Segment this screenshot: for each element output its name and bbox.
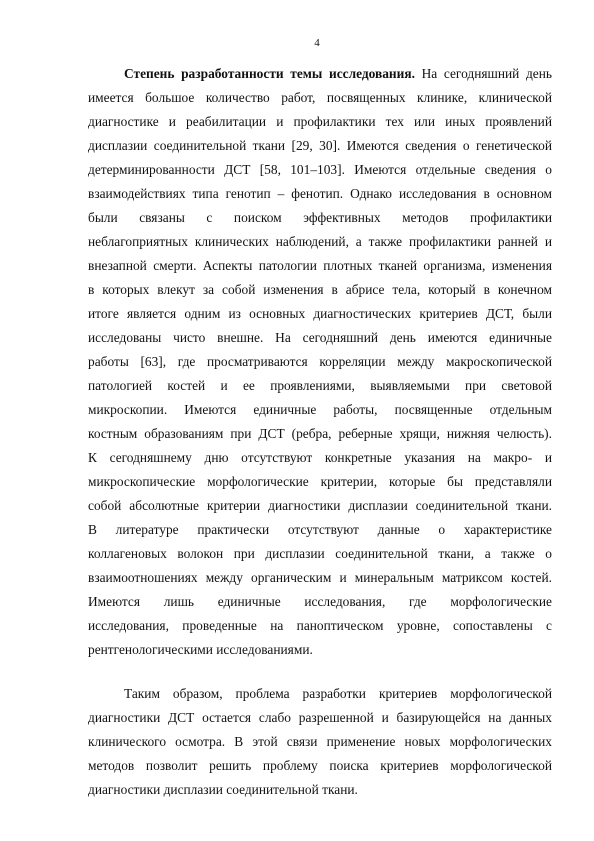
paragraph-line: диагностике и реабилитации и профилактики тех или иных проявлений: [88, 114, 552, 129]
paragraph-conclusion: [88, 682, 552, 802]
paragraph-line: [88, 62, 552, 86]
paragraph-line: методов позволит решить проблему поиска критериев морфологической: [88, 758, 552, 773]
paragraph-line: итоге является одним из основных диагностических критериев ДСТ, были: [88, 306, 552, 321]
paragraph-line: диагностики ДСТ остается слабо разрешенной и базирующейся на данных: [88, 710, 552, 725]
paragraph-line: исследования, проведенные на паноптическом уровне, сопоставлены с: [88, 618, 552, 633]
paragraph-line: собой абсолютные критерии диагностики дисплазии соединительной ткани.: [88, 498, 552, 513]
paragraph-line: взаимодействиях типа генотип – фенотип. Однако исследования в основном: [88, 186, 552, 201]
paragraph-line: работы [63], где просматриваются корреляции между макроскопической: [88, 354, 552, 369]
paragraph-lead-heading: Степень разработанности темы исследования.: [124, 66, 415, 81]
paragraph-line: были связаны с поиском эффективных методов профилактики: [88, 210, 552, 225]
paragraph-line: неблагоприятных клинических наблюдений, а также профилактики ранней и: [88, 234, 552, 249]
paragraph-research-development: [88, 62, 552, 662]
paragraph-line: К сегодняшнему дню отсутствуют конкретные указания на макро- и: [88, 450, 552, 465]
paragraph-line: костным образованиям при ДСТ (ребра, реберные хрящи, нижняя челюсть).: [88, 426, 552, 441]
paragraph-line: внезапной смерти. Аспекты патологии плотных тканей организма, изменения: [88, 258, 552, 273]
paragraph-line: имеется большое количество работ, посвященных клинике, клинической: [88, 90, 552, 105]
paragraph-line-text: На сегодняшний день: [414, 66, 552, 81]
paragraph-line: исследованы чисто внешне. На сегодняшний день имеются единичные: [88, 330, 552, 345]
paragraph-line: микроскопии. Имеются единичные работы, посвященные отдельным: [88, 402, 552, 417]
paragraph-line: Таким образом, проблема разработки критериев морфологической: [124, 686, 552, 701]
paragraph-line: в которых влекут за собой изменения в абрисе тела, который в конечном: [88, 282, 552, 297]
paragraph-line: детерминированности ДСТ [58, 101–103]. Имеются отдельные сведения о: [88, 162, 552, 177]
paragraph-line: клинического осмотра. В этой связи применение новых морфологических: [88, 734, 552, 749]
paragraph-line: Имеются лишь единичные исследования, где морфологические: [88, 594, 552, 609]
paragraph-line: микроскопические морфологические критерии, которые бы представляли: [88, 474, 552, 489]
paragraph-line: диагностики дисплазии соединительной ткани.: [88, 782, 358, 797]
paragraph-line: дисплазии соединительной ткани [29, 30]. Имеются сведения о генетической: [88, 138, 552, 153]
paragraph-line: коллагеновых волокон при дисплазии соединительной ткани, а также о: [88, 546, 552, 561]
paragraph-line: взаимоотношениях между органическим и минеральным матриксом костей.: [88, 570, 552, 585]
paragraph-line: В литературе практически отсутствуют данные о характеристике: [88, 522, 552, 537]
paragraph-line: патологией костей и ее проявлениями, выявляемыми при световой: [88, 378, 552, 393]
paragraph-line: рентгенологическими исследованиями.: [88, 642, 313, 657]
page-number: 4: [314, 37, 320, 49]
